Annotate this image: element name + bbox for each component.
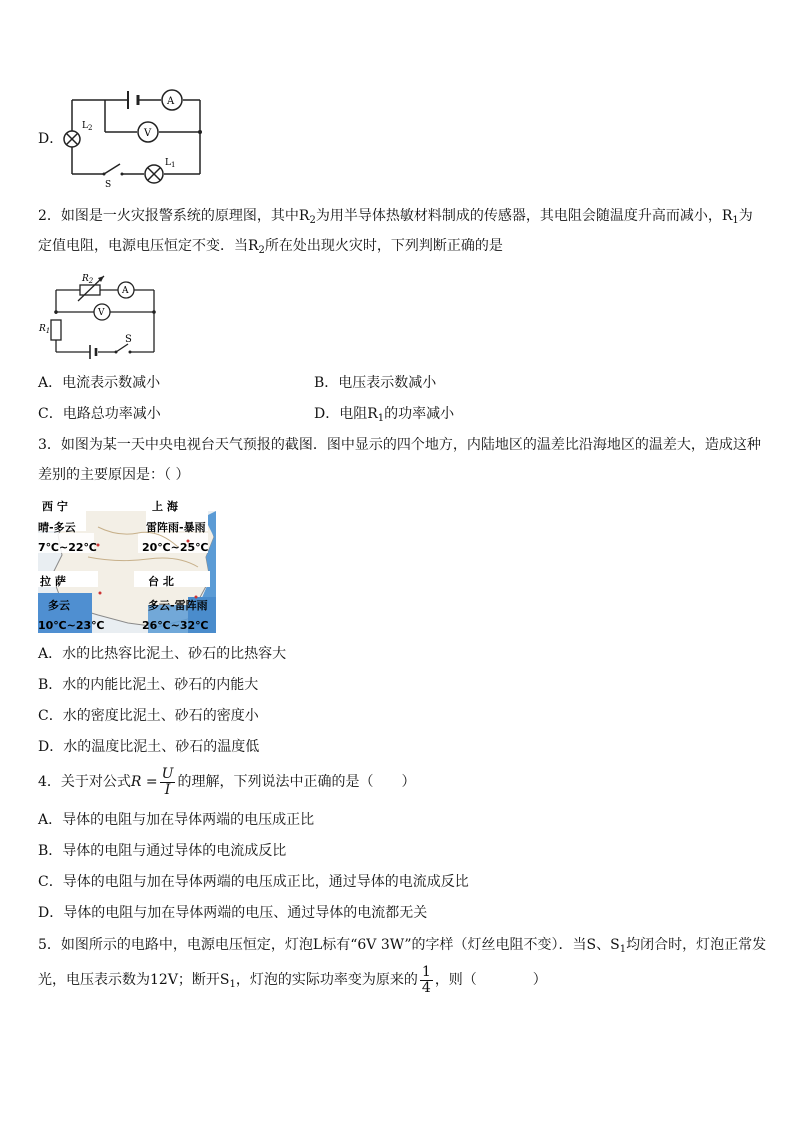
shanghai-temp: 20℃~25℃ — [142, 541, 209, 554]
circuit-diagram-q2 — [38, 268, 158, 360]
q4-stem: 4．关于对公式R = $\frac{U}{I}$ 的理解，下列说法中正确的是（ ） — [38, 765, 416, 798]
q2-option-c: C．电路总功率减小 — [38, 406, 161, 422]
xining-name: 西 宁 — [42, 500, 68, 513]
q3-stem-line2: 差别的主要原因是：（ ） — [38, 467, 190, 483]
xining-temp: 7℃~22℃ — [38, 541, 97, 554]
q4-option-b: B．导体的电阻与通过导体的电流成反比 — [38, 843, 287, 859]
shanghai-name: 上 海 — [152, 500, 178, 513]
taibei-weather: 多云-雷阵雨 — [148, 599, 208, 612]
lasa-name: 拉 萨 — [40, 575, 66, 588]
q4-option-c: C．导体的电阻与加在导体两端的电压成正比，通过导体的电流成反比 — [38, 874, 469, 890]
voltmeter-label: V — [98, 308, 105, 318]
switch-label: S — [125, 334, 132, 345]
q3-option-d: D．水的温度比泥土、砂石的温度低 — [38, 739, 260, 755]
r1-label: $R_1$ — [39, 324, 51, 335]
q4-option-d: D．导体的电阻与加在导体两端的电压、通过导体的电流都无关 — [38, 905, 428, 921]
lasa-temp: 10℃~23℃ — [38, 619, 105, 632]
formula-lhs: R = — [130, 774, 158, 790]
switch-label: S — [105, 180, 112, 190]
voltmeter-label: V — [144, 128, 152, 139]
q2-option-a: A．电流表示数减小 — [38, 375, 161, 391]
q2-stem-line2: 定值电阻，电源电压恒定不变．当$R_2$所在处出现火灾时，下列判断正确的是 — [38, 238, 503, 256]
q2-stem-line1: 2．如图是一火灾报警系统的原理图，其中$R_2$为用半导体热敏材料制成的传感器，其电阻会随温度升高而减小，$R_1$为 — [38, 208, 753, 226]
xining-weather: 晴-多云 — [38, 521, 76, 534]
lamp-l2-label: $L_2$ — [82, 121, 93, 132]
circuit-diagram-q1 — [60, 88, 210, 190]
r2-label: $R_2$ — [82, 274, 94, 285]
q3-stem-line1: 3．如图为某一天中央电视台天气预报的截图．图中显示的四个地方，内陆地区的温差比沿海地区的温差大，造成这种 — [38, 437, 761, 453]
taibei-temp: 26℃~32℃ — [142, 619, 209, 632]
q3-option-a: A．水的比热容比泥土、砂石的比热容大 — [38, 646, 287, 662]
shanghai-weather: 雷阵雨-暴雨 — [146, 521, 206, 534]
lamp-l1-label: $L_1$ — [165, 158, 176, 169]
taibei-name: 台 北 — [148, 575, 174, 588]
q5-stem-line1: 5．如图所示的电路中，电源电压恒定，灯泡L标有“6V 3W”的字样（灯丝电阻不变）．当S、$S_1$均闭合时，灯泡正常发 — [38, 937, 767, 955]
ammeter-label: A — [167, 96, 175, 107]
q2-option-b: B．电压表示数减小 — [314, 375, 437, 391]
weather-map-image — [38, 497, 216, 633]
q5-stem-line2: 光，电压表示数为12V；断开$S_1$，灯泡的实际功率变为原来的 $\frac{1}{4}$ ，则（ ） — [38, 963, 547, 996]
quarter-fraction: $\frac{1}{4}$ — [421, 963, 431, 996]
q3-option-b: B．水的内能比泥土、砂石的内能大 — [38, 677, 259, 693]
q3-option-c: C．水的密度比泥土、砂石的密度小 — [38, 708, 259, 724]
q4-option-a: A．导体的电阻与加在导体两端的电压成正比 — [38, 812, 315, 828]
lasa-weather: 多云 — [48, 599, 70, 612]
formula-fraction: $\frac{U}{I}$ — [161, 765, 174, 798]
ammeter-label: A — [122, 286, 129, 296]
option-d-label: D． — [38, 131, 64, 147]
q2-option-d: D．电阻$R_1$的功率减小 — [314, 406, 455, 424]
